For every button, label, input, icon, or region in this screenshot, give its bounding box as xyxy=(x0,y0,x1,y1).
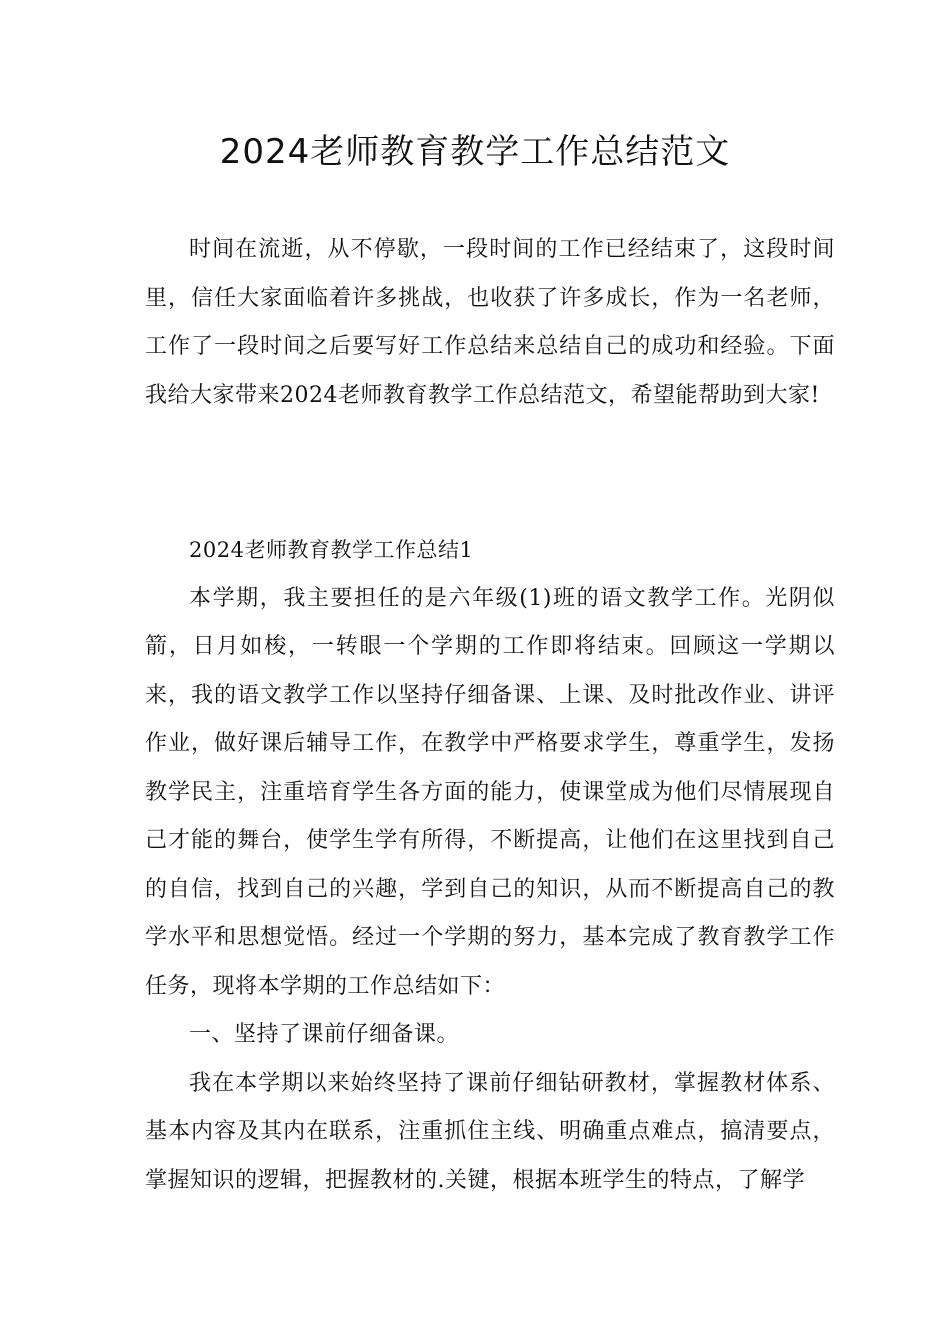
section-heading: 2024老师教育教学工作总结1 xyxy=(189,538,474,562)
paragraph-2: 我在本学期以来始终坚持了课前仔细钻研教材，掌握教材体系、基本内容及其内在联系，注重抓住主线、明确重点难点，搞清要点，掌握知识的逻辑，把握教材的.关键，根据本班学生的特点，了解学 xyxy=(145,1070,835,1193)
document-title: 2024老师教育教学工作总结范文 xyxy=(219,132,731,172)
point-1-heading: 一、坚持了课前仔细备课。 xyxy=(189,1022,460,1047)
intro-paragraph: 时间在流逝，从不停歇，一段时间的工作已经结束了，这段时间里，信任大家面临着许多挑战，也收获了许多成长，作为一名老师，工作了一段时间之后要写好工作总结来总结自己的成功和经验。下面我给大家带来2024老师教育教学工作总结范文，希望能帮助到大家! xyxy=(145,237,835,408)
section-1 xyxy=(145,526,835,1205)
paragraph-1: 本学期，我主要担任的是六年级(1)班的语文教学工作。光阴似箭，日月如梭，一转眼一个学期的工作即将结束。回顾这一学期以来，我的语文教学工作以坚持仔细备课、上课、及时批改作业、讲评作业，做好课后辅导工作，在教学中严格要求学生，尊重学生，发扬教学民主，注重培育学生各方面的能力，使课堂成为他们尽情展现自己才能的舞台，使学生学有所得，不断提高，让他们在这里找到自己的自信，找到自己的兴趣，学到自己的知识，从而不断提高自己的教学水平和思想觉悟。经过一个学期的努力，基本完成了教育教学工作任务，现将本学期的工作总结如下： xyxy=(145,585,835,999)
